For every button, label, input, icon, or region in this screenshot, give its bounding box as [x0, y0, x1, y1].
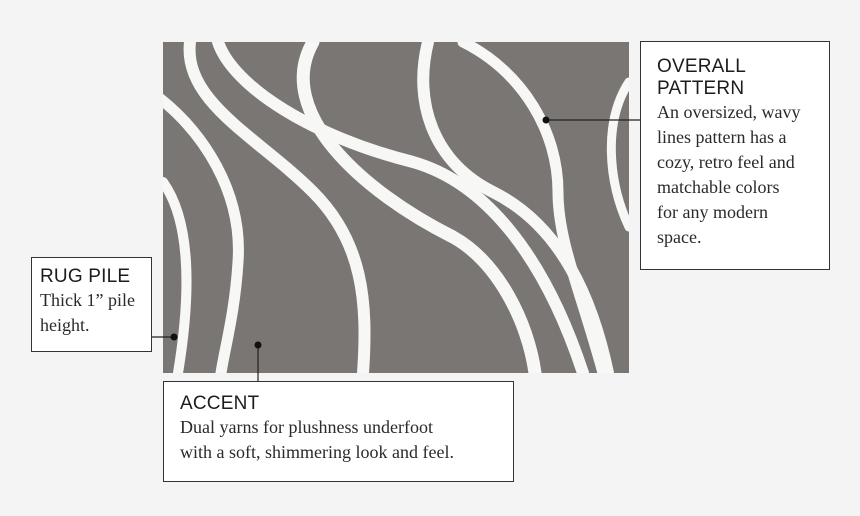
rug-image	[163, 42, 629, 373]
callout-body: Dual yarns for plushness underfoot with a soft, shimmering look and feel.	[180, 417, 454, 462]
callout-overall-pattern	[640, 41, 830, 270]
callout-body: Thick 1” pile height.	[40, 290, 135, 335]
callout-title: OVERALL PATTERN	[657, 56, 747, 99]
callout-title: ACCENT	[180, 393, 260, 414]
callout-body: An oversized, wavy lines pattern has a cozy, retro feel and matchable colors for any modern space.	[657, 102, 801, 247]
callout-rug-pile	[31, 257, 152, 352]
callout-accent	[163, 381, 514, 482]
callout-title: RUG PILE	[40, 266, 131, 287]
